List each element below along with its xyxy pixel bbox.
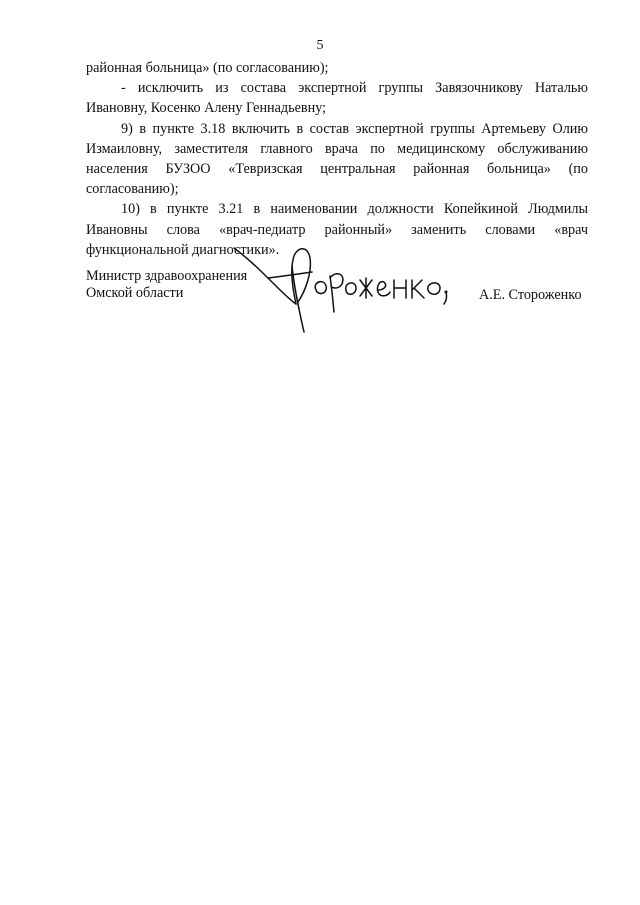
signature-block [86,268,596,358]
paragraph-exclude-experts: - исключить из состава экспертной группы Завязочникову Наталью Ивановну, Косенко Алену Геннадьевну; [86,80,588,117]
handwritten-signature [232,246,464,334]
signatory-title-line-1: Министр здравоохранения [86,268,248,284]
paragraph-item-10: 10) в пункте 3.21 в наименовании должности Копейкиной Людмилы Ивановны слова «врач-педиатр районный» заменить словами «врач функциональной диагностики». [86,201,588,258]
signatory-title [86,268,247,302]
signatory-name: А.Е. Стороженко [479,287,582,303]
document-body [86,58,588,260]
signatory-title-line-2: Омской области [86,285,184,301]
page-number: 5 [316,38,324,53]
paragraph-continuation: районная больница» (по согласованию); [86,60,329,76]
paragraph-item-9: 9) в пункте 3.18 включить в состав экспертной группы Артемьеву Олию Измаиловну, заместителя главного врача по медицинскому обслуживанию населения БУЗОО «Тевризская центральная районная больница» (по согласованию); [86,120,588,198]
